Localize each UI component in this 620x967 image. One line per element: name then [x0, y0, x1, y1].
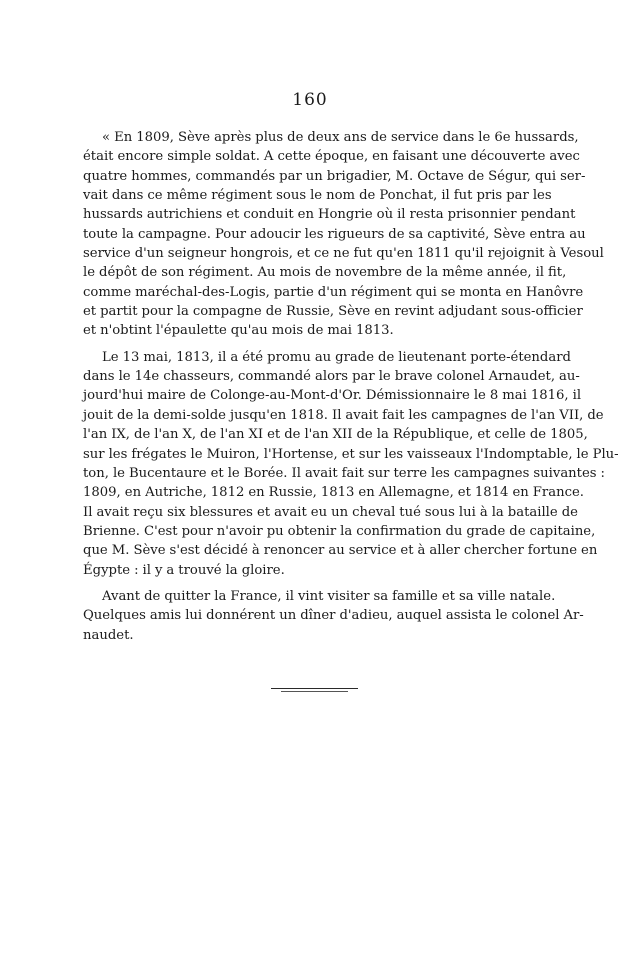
paragraph: [83, 348, 619, 580]
text-line: et n'obtint l'épaulette qu'au mois de mai 1813.: [83, 323, 394, 339]
text-line: jourd'hui maire de Colonge-au-Mont-d'Or. Démissionnaire le 8 mai 1816, il: [83, 388, 582, 404]
text-line: Quelques amis lui donnérent un dîner d'adieu, auquel assista le colonel Ar-: [83, 608, 584, 624]
text-line: dans le 14e chasseurs, commandé alors par le brave colonel Arnaudet, au-: [83, 369, 580, 385]
text-line: sur les frégates le Muiron, l'Hortense, et sur les vaisseaux l'Indomptable, le Plu-: [83, 446, 619, 462]
text-line: Il avait reçu six blessures et avait eu un cheval tué sous lui à la bataille de: [83, 504, 578, 520]
text-line: quatre hommes, commandés par un brigadier, M. Octave de Ségur, qui ser-: [83, 168, 586, 184]
text-line: ton, le Bucentaure et le Borée. Il avait fait sur terre les campagnes suivantes :: [83, 465, 605, 481]
paragraph: [83, 128, 604, 341]
text-line: l'an IX, de l'an X, de l'an XI et de l'an XII de la République, et celle de 1805,: [83, 427, 588, 443]
text-line: que M. Sève s'est décidé à renoncer au service et à aller chercher fortune en: [83, 543, 598, 559]
text-line: Égypte : il y a trouvé la gloire.: [83, 562, 285, 578]
closing-rule: [271, 688, 358, 689]
page-number: 160: [292, 90, 328, 110]
text-line: et partit pour la compagne de Russie, Sève en revint adjudant sous-officier: [83, 304, 583, 320]
text-line: hussards autrichiens et conduit en Hongrie où il resta prisonnier pendant: [83, 207, 576, 223]
text-line: vait dans ce même régiment sous le nom de Ponchat, il fut pris par les: [83, 188, 552, 204]
text-line: Brienne. C'est pour n'avoir pu obtenir la confirmation du grade de capitaine,: [83, 523, 596, 539]
text-line: Le 13 mai, 1813, il a été promu au grade de lieutenant porte-étendard: [102, 349, 571, 365]
text-line: « En 1809, Sève après plus de deux ans de service dans le 6e hussards,: [102, 130, 579, 145]
closing-rule-thin: [281, 691, 348, 692]
text-line: naudet.: [83, 627, 134, 643]
text-line: comme maréchal-des-Logis, partie d'un régiment qui se monta en Hanôvre: [83, 284, 584, 300]
text-line: toute la campagne. Pour adoucir les rigueurs de sa captivité, Sève entra au: [83, 226, 586, 242]
paragraph: [83, 587, 584, 645]
text-line: 1809, en Autriche, 1812 en Russie, 1813 en Allemagne, et 1814 en France.: [83, 485, 584, 501]
text-line: était encore simple soldat. A cette époque, en faisant une découverte avec: [83, 149, 580, 165]
body-text: [83, 128, 619, 645]
text-line: jouit de la demi-solde jusqu'en 1818. Il avait fait les campagnes de l'an VII, de: [83, 407, 604, 423]
text-line: le dépôt de son régiment. Au mois de novembre de la même année, il fit,: [83, 265, 567, 281]
text-line: Avant de quitter la France, il vint visiter sa famille et sa ville natale.: [102, 588, 556, 604]
text-line: service d'un seigneur hongrois, et ce ne fut qu'en 1811 qu'il rejoignit à Vesoul: [83, 246, 604, 262]
